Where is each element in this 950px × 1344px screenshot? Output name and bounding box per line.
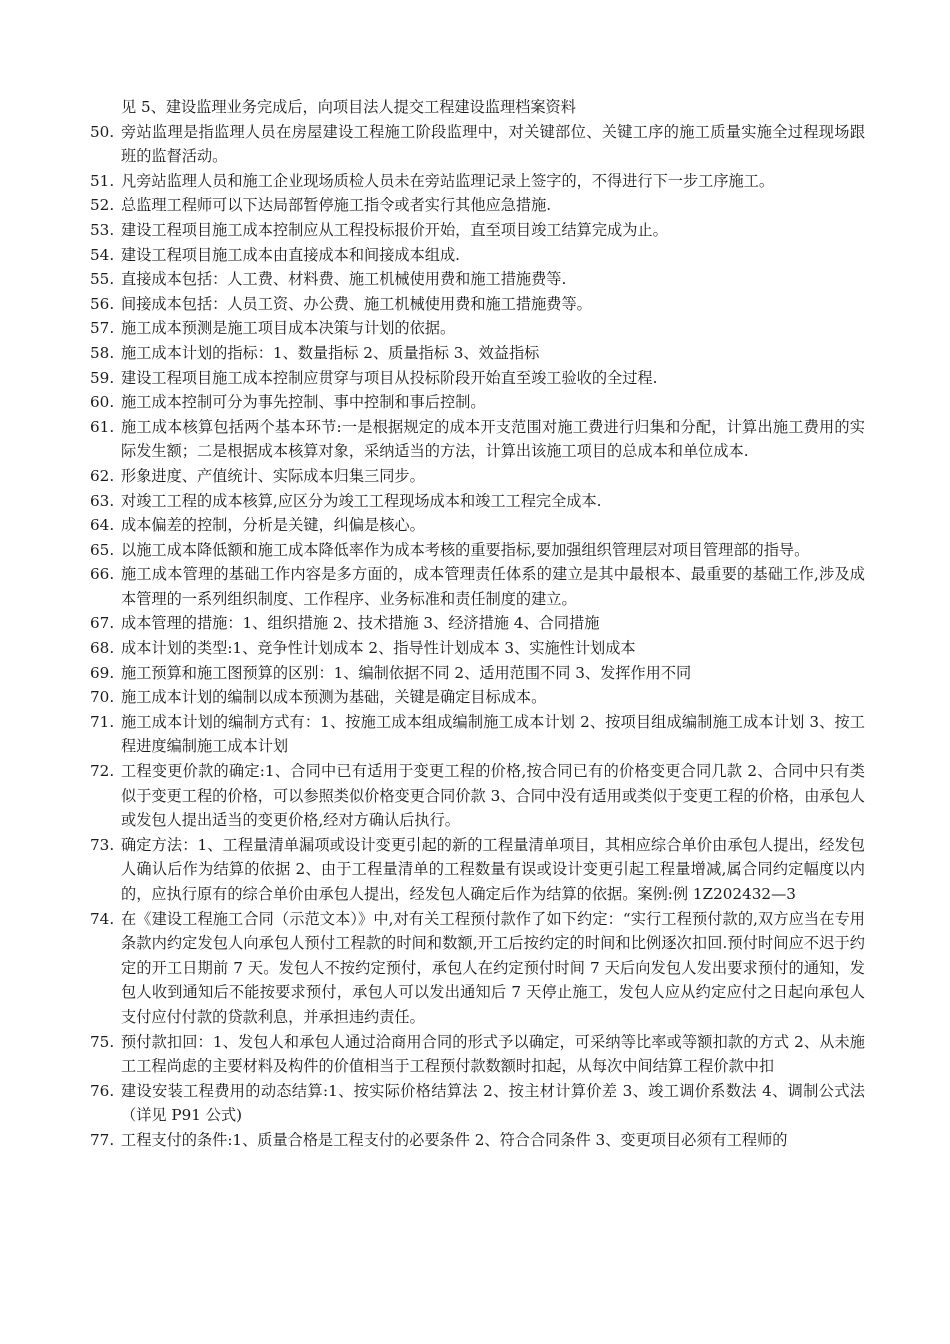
item-number: 50. xyxy=(90,122,115,141)
item-number: 59. xyxy=(90,368,115,387)
item-number: 61. xyxy=(90,417,115,436)
list-item xyxy=(90,169,865,194)
item-number: 72. xyxy=(90,762,115,781)
list-item xyxy=(90,489,865,514)
item-number: 51. xyxy=(90,171,115,190)
item-text: 施工成本计划的指标：1、数量指标 2、质量指标 3、效益指标 xyxy=(121,343,540,362)
list-item xyxy=(90,292,865,317)
item-text: 施工成本管理的基础工作内容是多方面的，成本管理责任体系的建立是其中最根本、最重要的基础工作,涉及成本管理的一系列组织制度、工作程序、业务标准和责任制度的建立。 xyxy=(121,565,865,608)
item-number: 69. xyxy=(90,663,115,682)
item-text: 成本偏差的控制，分析是关键，纠偏是核心。 xyxy=(121,516,425,535)
item-number: 64. xyxy=(90,516,115,535)
list-item xyxy=(90,759,865,833)
item-text: 建设工程项目施工成本控制应贯穿与项目从投标阶段开始直至竣工验收的全过程. xyxy=(121,368,658,387)
list-item xyxy=(90,661,865,686)
list-item xyxy=(90,907,865,1030)
item-text: 总监理工程师可以下达局部暂停施工指令或者实行其他应急措施. xyxy=(121,196,552,215)
item-number: 55. xyxy=(90,270,115,289)
item-text: 成本计划的类型:1、竞争性计划成本 2、指导性计划成本 3、实施性计划成本 xyxy=(121,639,636,658)
item-number: 76. xyxy=(90,1081,115,1100)
item-text: 施工成本预测是施工项目成本决策与计划的依据。 xyxy=(121,319,456,338)
item-number: 52. xyxy=(90,196,115,215)
item-number: 71. xyxy=(90,712,115,731)
continuation-line: 见 5、建设监理业务完成后，向项目法人提交工程建设监理档案资料 xyxy=(121,98,576,116)
item-number: 63. xyxy=(90,491,115,510)
item-text: 直接成本包括：人工费、材料费、施工机械使用费和施工措施费等. xyxy=(121,270,567,289)
item-number: 58. xyxy=(90,343,115,362)
list-item xyxy=(90,390,865,415)
list-item xyxy=(90,710,865,759)
list-item xyxy=(90,611,865,636)
list-item xyxy=(90,538,865,563)
list-item xyxy=(90,316,865,341)
item-number: 66. xyxy=(90,565,115,584)
item-number: 74. xyxy=(90,909,115,928)
item-text: 施工成本核算包括两个基本环节:一是根据规定的成本开支范围对施工费进行归集和分配，计算出施工费用的实际发生额；二是根据成本核算对象，采纳适当的方法，计算出该施工项目的总成本和单位成本. xyxy=(121,417,865,461)
list-item xyxy=(90,1128,865,1153)
list-item xyxy=(90,685,865,710)
list-item xyxy=(90,636,865,661)
list-item xyxy=(90,243,865,268)
item-number: 60. xyxy=(90,393,115,412)
item-number: 70. xyxy=(90,688,115,707)
item-text: 工程支付的条件:1、质量合格是工程支付的必要条件 2、符合合同条件 3、变更项目必须有工程师的 xyxy=(121,1130,788,1149)
item-number: 75. xyxy=(90,1032,115,1051)
item-number: 56. xyxy=(90,294,115,313)
list-item xyxy=(90,218,865,243)
item-text: 工程变更价款的确定:1、合同中已有适用于变更工程的价格,按合同已有的价格变更合同几款 2、合同中只有类似于变更工程的价格，可以参照类似价格变更合同价款 3、合同中没有适用或类似于变更工程的价格，由承包人或发包人提出适当的变更价格,经对方确认后执行。 xyxy=(121,762,865,830)
item-number: 68. xyxy=(90,639,115,658)
item-text: 建设安装工程费用的动态结算:1、按实际价格结算法 2、按主材计算价差 3、竣工调价系数法 4、调制公式法（详见 P91 公式) xyxy=(121,1081,865,1125)
item-number: 62. xyxy=(90,466,115,485)
item-text: 施工成本计划的编制方式有：1、按施工成本组成编制施工成本计划 2、按项目组成编制施工成本计划 3、按工程进度编制施工成本计划 xyxy=(121,712,865,756)
list-item xyxy=(90,562,865,611)
list-item xyxy=(90,1030,865,1079)
list-item xyxy=(90,1079,865,1128)
item-number: 57. xyxy=(90,319,115,338)
item-text: 施工成本控制可分为事先控制、事中控制和事后控制。 xyxy=(121,393,486,412)
item-number: 54. xyxy=(90,245,115,264)
item-number: 73. xyxy=(90,835,115,854)
list-item xyxy=(90,341,865,366)
item-text: 以施工成本降低额和施工成本降低率作为成本考核的重要指标,要加强组织管理层对项目管理部的指导。 xyxy=(121,540,810,559)
item-text: 对竣工工程的成本核算,应区分为竣工工程现场成本和竣工工程完全成本. xyxy=(121,491,602,510)
item-number: 65. xyxy=(90,540,115,559)
item-text: 施工预算和施工图预算的区别：1、编制依据不同 2、适用范围不同 3、发挥作用不同 xyxy=(121,663,692,682)
numbered-list xyxy=(90,120,865,1153)
item-number: 67. xyxy=(90,614,115,633)
item-number: 53. xyxy=(90,220,115,239)
item-number: 77. xyxy=(90,1130,115,1149)
item-text: 凡旁站监理人员和施工企业现场质检人员未在旁站监理记录上签字的，不得进行下一步工序施工。 xyxy=(121,171,775,190)
item-text: 预付款扣回：1、发包人和承包人通过洽商用合同的形式予以确定，可采纳等比率或等额扣款的方式 2、从未施工工程尚虑的主要材料及构件的价值相当于工程预付款数额时扣起，从每次中间结算工程价款中扣 xyxy=(121,1032,865,1076)
item-text: 旁站监理是指监理人员在房屋建设工程施工阶段监理中，对关键部位、关键工序的施工质量实施全过程现场跟班的监督活动。 xyxy=(121,122,865,166)
item-text: 建设工程项目施工成本由直接成本和间接成本组成. xyxy=(121,245,460,264)
list-item xyxy=(90,415,865,464)
list-item xyxy=(90,833,865,907)
document-page xyxy=(90,95,865,1153)
item-text: 成本管理的措施：1、组织措施 2、技术措施 3、经济措施 4、合同措施 xyxy=(121,614,600,633)
item-text: 确定方法：1、工程量清单漏项或设计变更引起的新的工程量清单项目，其相应综合单价由承包人提出，经发包人确认后作为结算的依据 2、由于工程量清单的工程数量有误或设计变更引起工程量增减,属合同约定幅度以内的，应执行原有的综合单价由承包人提出，经发包人确定后作为结算的依据。案例:例 1Z202432—3 xyxy=(121,835,865,903)
list-item xyxy=(90,120,865,169)
list-item xyxy=(90,513,865,538)
list-item xyxy=(90,267,865,292)
item-text: 形象进度、产值统计、实际成本归集三同步。 xyxy=(121,466,425,485)
list-item xyxy=(90,366,865,391)
list-item xyxy=(90,193,865,218)
item-text: 在《建设工程施工合同（示范文本）》中,对有关工程预付款作了如下约定：“实行工程预付款的,双方应当在专用条款内约定发包人向承包人预付工程款的时间和数额,开工后按约定的时间和比例逐次扣回.预付时间应不迟于约定的开工日期前 7 天。发包人不按约定预付，承包人在约定预付时间 7 天后向发包人发出要求预付的通知，发包人收到通知后不能按要求预付，承包人可以发出通知后 7 天停止施工，发包人应从约定应付之日起向承包人支付应付付款的贷款利息，并承担违约责任。 xyxy=(121,909,865,1026)
item-text: 施工成本计划的编制以成本预测为基础，关键是确定目标成本。 xyxy=(121,688,547,707)
item-text: 间接成本包括：人员工资、办公费、施工机械使用费和施工措施费等。 xyxy=(121,294,592,313)
item-text: 建设工程项目施工成本控制应从工程投标报价开始，直至项目竣工结算完成为止。 xyxy=(121,220,668,239)
list-item xyxy=(90,464,865,489)
